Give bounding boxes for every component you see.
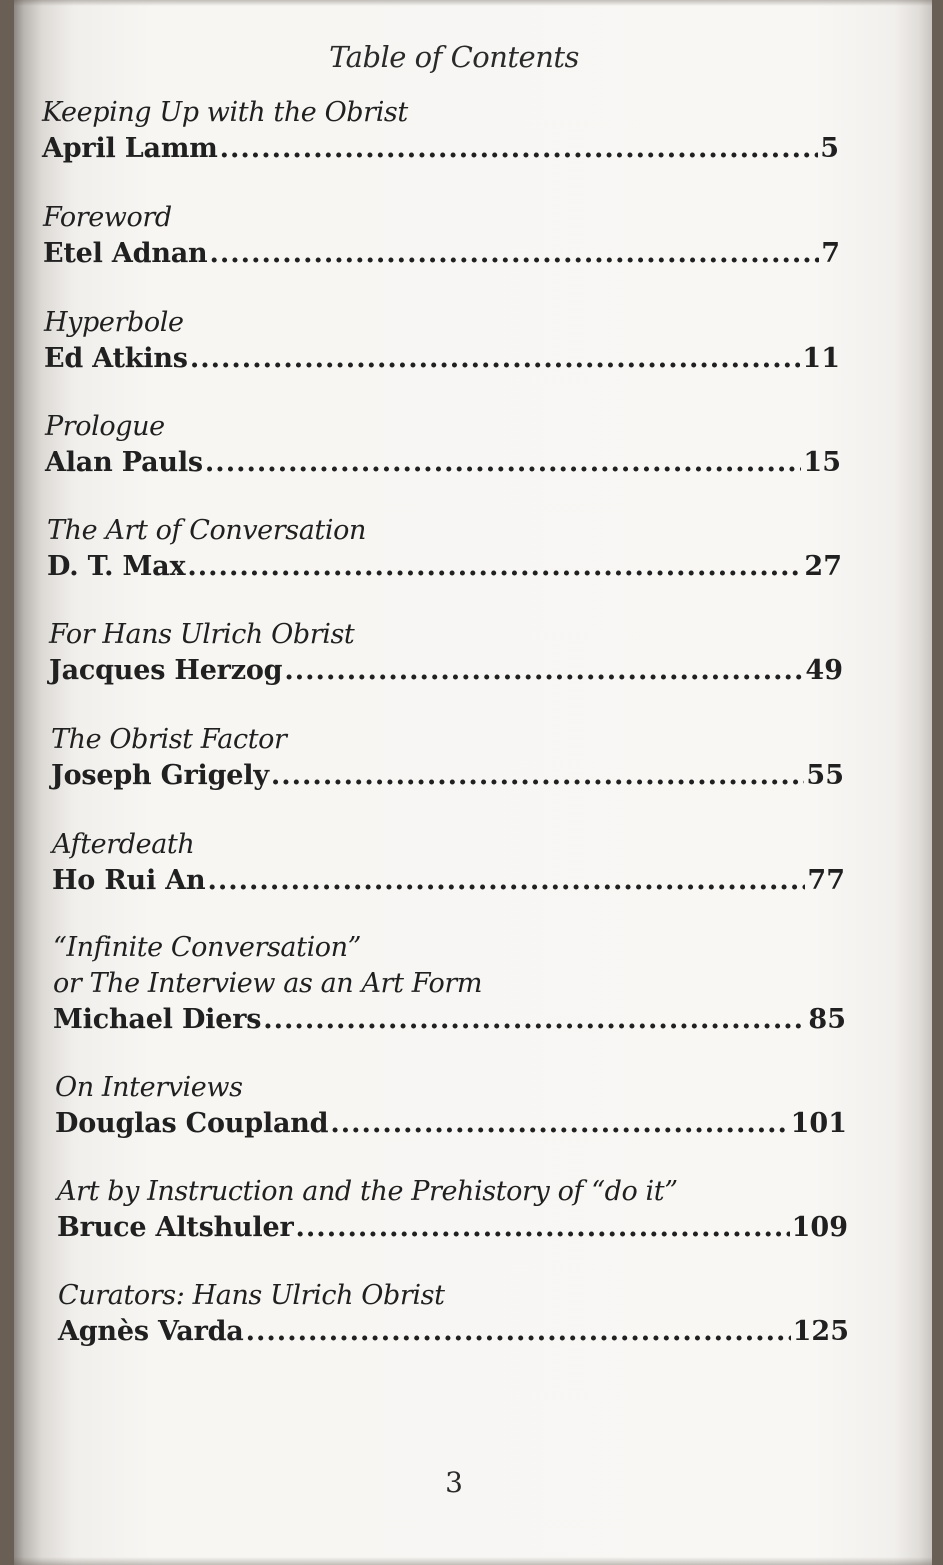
entry-line [51,758,844,794]
dot-leader [330,1106,788,1142]
toc-entry [58,1278,849,1350]
toc-entry [47,513,842,585]
entry-author: Joseph Grigely [51,760,269,791]
entry-page-number: 55 [806,760,844,791]
toc-entry [55,1070,847,1142]
dot-leader [205,445,802,481]
toc-entry [43,200,840,272]
entry-page-number: 77 [807,865,845,896]
dot-leader [207,863,805,899]
entry-author: April Lamm [42,133,218,164]
entry-author: Michael Diers [53,1004,262,1035]
entry-title: “Infinite Conversation” [53,932,362,963]
entry-author: Agnès Varda [58,1316,244,1347]
entry-page-number: 7 [821,238,840,269]
entry-author: Bruce Altshuler [57,1212,294,1243]
dot-leader [284,653,803,689]
page-number-footer: 3 [445,1466,463,1499]
toc-entry [51,722,844,794]
entry-page-number: 101 [790,1108,847,1139]
entry-page-number: 15 [803,447,841,478]
entry-line [58,1314,849,1350]
entry-title: On Interviews [55,1072,243,1103]
dot-leader [296,1210,790,1246]
entry-author: Douglas Coupland [55,1108,329,1139]
entry-line [52,863,845,899]
entry-page-number: 85 [808,1004,846,1035]
entry-title: Curators: Hans Ulrich Obrist [58,1280,445,1311]
entry-page-number: 27 [804,551,842,582]
entry-page-number: 5 [820,133,839,164]
entry-line [57,1210,848,1246]
toc-entry [42,95,839,167]
book-page [14,0,932,1565]
dot-leader [209,236,819,272]
entry-page-number: 49 [805,655,843,686]
entry-line [53,1002,846,1038]
toc-entry [53,930,846,1038]
entry-title: The Obrist Factor [51,724,287,755]
entry-title: Keeping Up with the Obrist [42,97,408,128]
toc-entry [44,305,840,377]
toc-entry [49,617,843,689]
dot-leader [246,1314,791,1350]
dot-leader [271,758,805,794]
entry-line [55,1106,847,1142]
entry-line [45,445,841,481]
entry-page-number: 125 [792,1316,849,1347]
dot-leader [263,1002,806,1038]
dot-leader [187,549,802,585]
entry-title: Afterdeath [52,829,195,860]
entry-title: The Art of Conversation [47,515,366,546]
entry-line [44,341,840,377]
dot-leader [190,341,801,377]
entry-title: Hyperbole [44,307,184,338]
toc-entry [45,409,841,481]
entry-author: Jacques Herzog [49,655,283,686]
page-title: Table of Contents [329,40,579,74]
entry-title: For Hans Ulrich Obrist [49,619,355,650]
entry-title: Prologue [45,411,165,442]
entry-title: Art by Instruction and the Prehistory of “do it” [57,1176,678,1207]
toc-entry [57,1174,848,1246]
entry-title-line-2: or The Interview as an Art Form [53,968,483,999]
entry-page-number: 109 [791,1212,848,1243]
dot-leader [220,131,819,167]
entry-line [47,549,842,585]
entry-page-number: 11 [802,343,840,374]
entry-line [42,131,839,167]
entry-title: Foreword [43,202,172,233]
entry-author: Etel Adnan [43,238,208,269]
entry-author: D. T. Max [47,551,186,582]
entry-author: Ho Rui An [52,865,206,896]
entry-line [49,653,843,689]
entry-author: Alan Pauls [45,447,203,478]
toc-entry [52,827,845,899]
entry-line [43,236,840,272]
entry-author: Ed Atkins [44,343,188,374]
